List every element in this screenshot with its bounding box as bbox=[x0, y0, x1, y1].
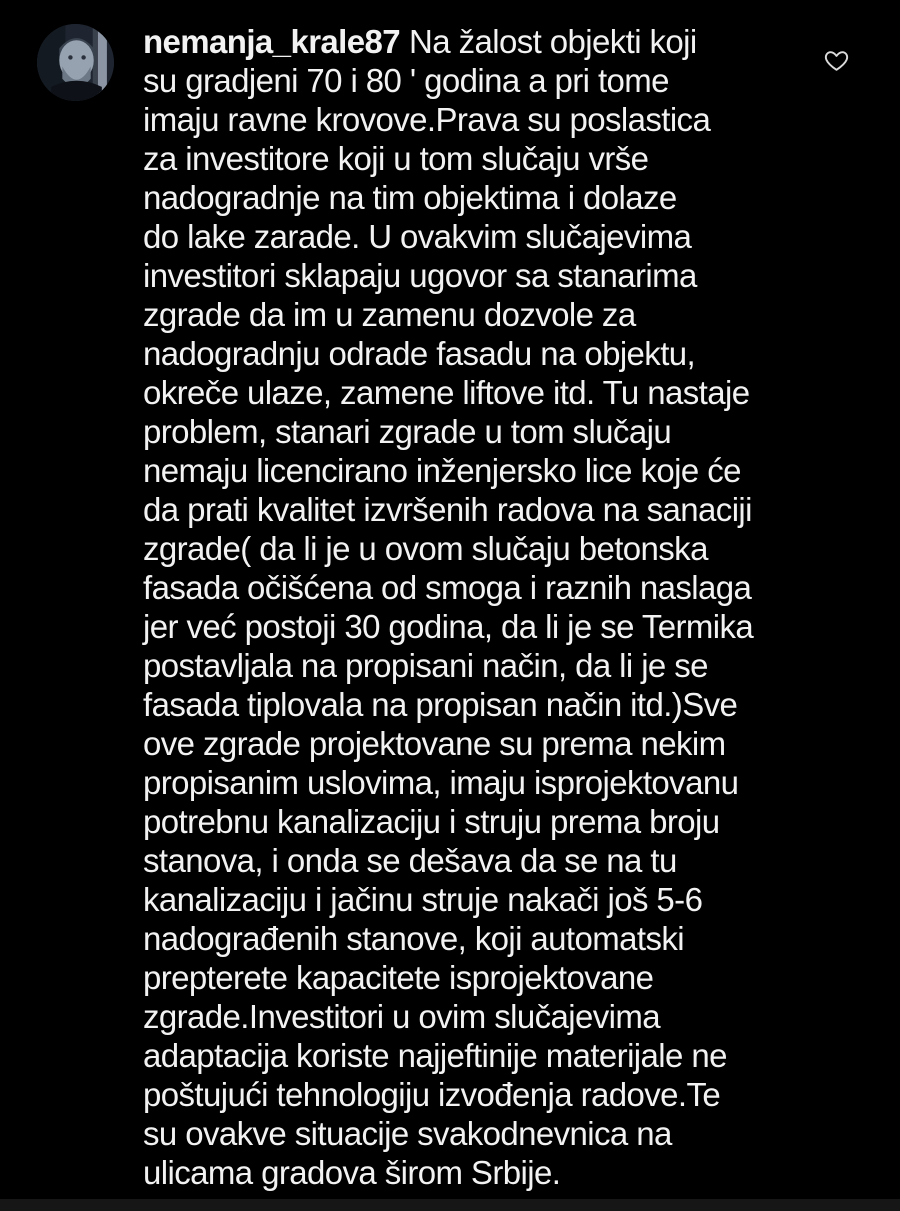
comment-line: su ovakve situacije svakodnevnica na bbox=[143, 1115, 672, 1152]
comment-line: nadogradnje na tim objektima i dolaze bbox=[143, 179, 677, 216]
comment-line: jer već postoji 30 godina, da li je se Termika bbox=[143, 608, 754, 645]
comment-line: zgrade da im u zamenu dozvole za bbox=[143, 296, 636, 333]
comment-text bbox=[143, 22, 883, 1192]
comment-line: nemaju licencirano inženjersko lice koje će bbox=[143, 452, 741, 489]
comment-line: da prati kvalitet izvršenih radova na sanaciji bbox=[143, 491, 752, 528]
username-link[interactable]: nemanja_krale87 bbox=[143, 23, 401, 60]
comment-line: za investitore koji u tom slučaju vrše bbox=[143, 140, 649, 177]
comment-line: zgrade.Investitori u ovim slučajevima bbox=[143, 998, 661, 1035]
comment-line: ove zgrade projektovane su prema nekim bbox=[143, 725, 726, 762]
comment-line: okreče ulaze, zamene liftove itd. Tu nastaje bbox=[143, 374, 750, 411]
comment-line: ulicama gradova širom Srbije. bbox=[143, 1154, 561, 1191]
comment-line: stanova, i onda se dešava da se na tu bbox=[143, 842, 677, 879]
bottom-edge-bar bbox=[0, 1199, 900, 1211]
comment-line: do lake zarade. U ovakvim slučajevima bbox=[143, 218, 692, 255]
comment-line: poštujući tehnologiju izvođenja radove.Te bbox=[143, 1076, 721, 1113]
comment-line: problem, stanari zgrade u tom slučaju bbox=[143, 413, 672, 450]
comment-first-line-text: Na žalost objekti koji bbox=[409, 23, 697, 60]
comment-line: postavljala na propisani način, da li je se bbox=[143, 647, 708, 684]
comment-line: prepterete kapacitete isprojektovane bbox=[143, 959, 654, 996]
profile-photo-icon bbox=[37, 24, 114, 101]
comment-lines bbox=[143, 61, 883, 1192]
comment-line bbox=[143, 22, 883, 61]
comment-line: fasada očišćena od smoga i raznih naslaga bbox=[143, 569, 752, 606]
avatar[interactable] bbox=[37, 24, 114, 101]
comment-line: investitori sklapaju ugovor sa stanarima bbox=[143, 257, 697, 294]
comment-line: zgrade( da li je u ovom slučaju betonska bbox=[143, 530, 708, 567]
comment-line: nadograđenih stanove, koji automatski bbox=[143, 920, 684, 957]
comment-line: fasada tiplovala na propisan način itd.)Sve bbox=[143, 686, 738, 723]
comment-line: su gradjeni 70 i 80 ' godina a pri tome bbox=[143, 62, 669, 99]
comment-line: adaptacija koriste najjeftinije materijale ne bbox=[143, 1037, 727, 1074]
comment-line: nadogradnju odrade fasadu na objektu, bbox=[143, 335, 696, 372]
comment-line: potrebnu kanalizaciju i struju prema broju bbox=[143, 803, 720, 840]
comment-line: imaju ravne krovove.Prava su poslastica bbox=[143, 101, 711, 138]
comment-line: kanalizaciju i jačinu struje nakači još 5-6 bbox=[143, 881, 703, 918]
comment-line: propisanim uslovima, imaju isprojektovanu bbox=[143, 764, 739, 801]
